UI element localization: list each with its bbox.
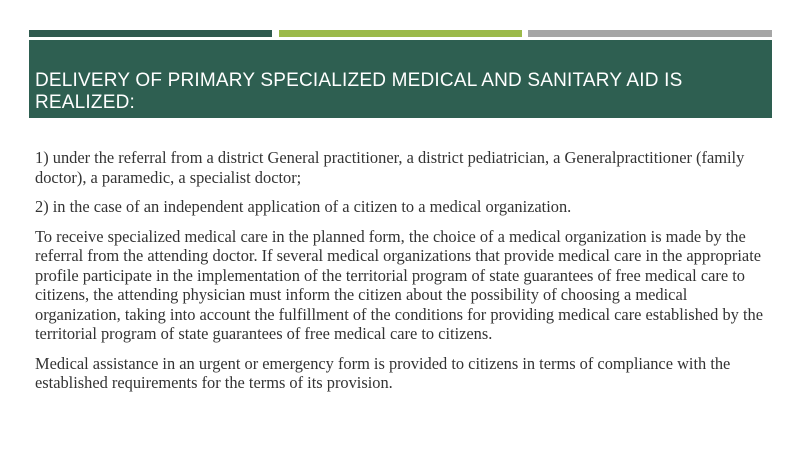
paragraph-urgent-care: Medical assistance in an urgent or emergency form is provided to citizens in terms of compliance with the established requirements for the terms of its provision. <box>35 353 731 392</box>
accent-bar-dark-green <box>29 30 272 37</box>
title-band <box>29 40 772 118</box>
paragraph-planned-care: To receive specialized medical care in the planned form, the choice of a medical organization is made by the referral from the attending doctor. If several medical organizations that provide medical care in the appropriate profile participate in the implementation of the territorial program of state guarantees of free medical care to citizens, the attending physician must inform the citizen about the possibility of choosing a medical organization, taking into account the fulfillment of the conditions for providing medical care established by the territorial program of state guarantees of free medical care to citizens. <box>35 226 763 343</box>
paragraph-independent-application: 2) in the case of an independent application of a citizen to a medical organization. <box>35 197 572 216</box>
accent-bar-gray <box>528 30 772 37</box>
accent-bar-light-green <box>279 30 522 37</box>
paragraph-referral: 1) under the referral from a district General practitioner, a district pediatrician, a Generalpractitioner (family doctor), a paramedic, a specialist doctor; <box>35 148 745 187</box>
slide-body <box>35 148 770 403</box>
slide-title: DELIVERY OF PRIMARY SPECIALIZED MEDICAL AND SANITARY AID IS REALIZED: <box>35 70 683 113</box>
